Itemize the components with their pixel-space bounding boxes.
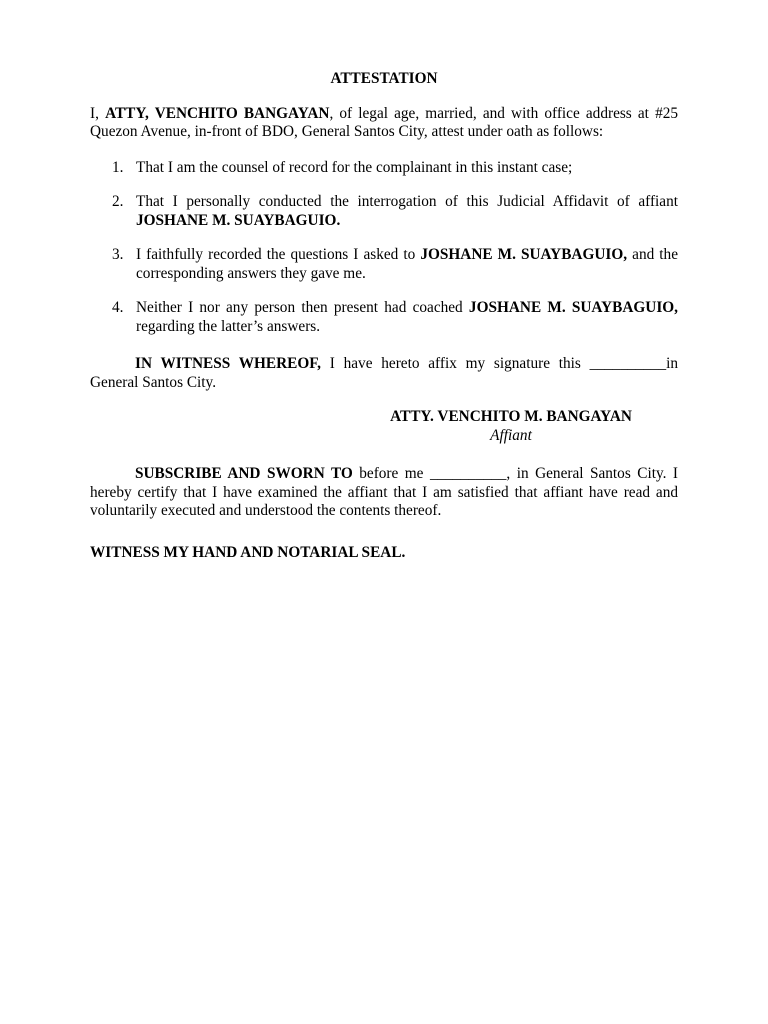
list-item — [90, 193, 678, 230]
signatory-name: ATTY. VENCHITO M. BANGAYAN — [390, 408, 632, 425]
subscribe-paragraph — [90, 465, 678, 521]
list-item-text: Neither I nor any person then present had coached — [136, 299, 469, 316]
list-item-text: That I personally conducted the interrogation of this Judicial Affidavit of affiant — [136, 193, 678, 210]
list-item-bold-text: JOSHANE M. SUAYBAGUIO, — [468, 299, 678, 316]
intro-paragraph — [90, 105, 678, 142]
witness-lead: IN WITNESS WHEREOF, — [135, 355, 321, 372]
list-item-text: That I am the counsel of record for the complainant in this instant case; — [136, 158, 573, 176]
witness-rest: I have hereto affix my signature this __________in General Santos City. — [90, 355, 678, 391]
list-item-bold-text: JOSHANE M. SUAYBAGUIO, — [420, 246, 628, 263]
intro-name: ATTY, VENCHITO BANGAYAN — [105, 104, 330, 122]
list-item — [90, 299, 678, 336]
list-item-number: 1. — [112, 158, 124, 176]
list-item-number: 3. — [112, 246, 124, 263]
list-item-bold-text: JOSHANE M. SUAYBAGUIO. — [136, 211, 341, 229]
list-item — [90, 159, 678, 178]
signatory-role: Affiant — [490, 426, 532, 444]
list-item-text: I faithfully recorded the questions I asked to — [136, 246, 421, 263]
notarial-seal-line: WITNESS MY HAND AND NOTARIAL SEAL. — [90, 543, 406, 561]
attestation-list — [90, 159, 678, 337]
list-item-number: 4. — [112, 299, 124, 316]
intro-prefix: I, — [90, 104, 106, 122]
intro-rest: , of legal age, married, and with office address at #25 Quezon Avenue, in-front of BDO, General Santos City, attest under oath as follows: — [90, 104, 679, 140]
witness-paragraph — [90, 355, 678, 392]
list-item-number: 2. — [112, 193, 124, 210]
document-title: ATTESTATION — [330, 70, 438, 87]
list-item — [90, 246, 678, 283]
list-item-text: and the corresponding answers they gave me. — [136, 246, 678, 282]
subscribe-lead: SUBSCRIBE AND SWORN TO — [135, 465, 353, 482]
document-page — [90, 70, 678, 562]
signature-block — [361, 408, 661, 445]
subscribe-rest: before me __________, in General Santos City. I hereby certify that I have examined the affiant that I am satisfied that affiant have read and voluntarily executed and understood the contents thereof. — [90, 465, 678, 519]
list-item-text: regarding the latter’s answers. — [136, 317, 321, 335]
